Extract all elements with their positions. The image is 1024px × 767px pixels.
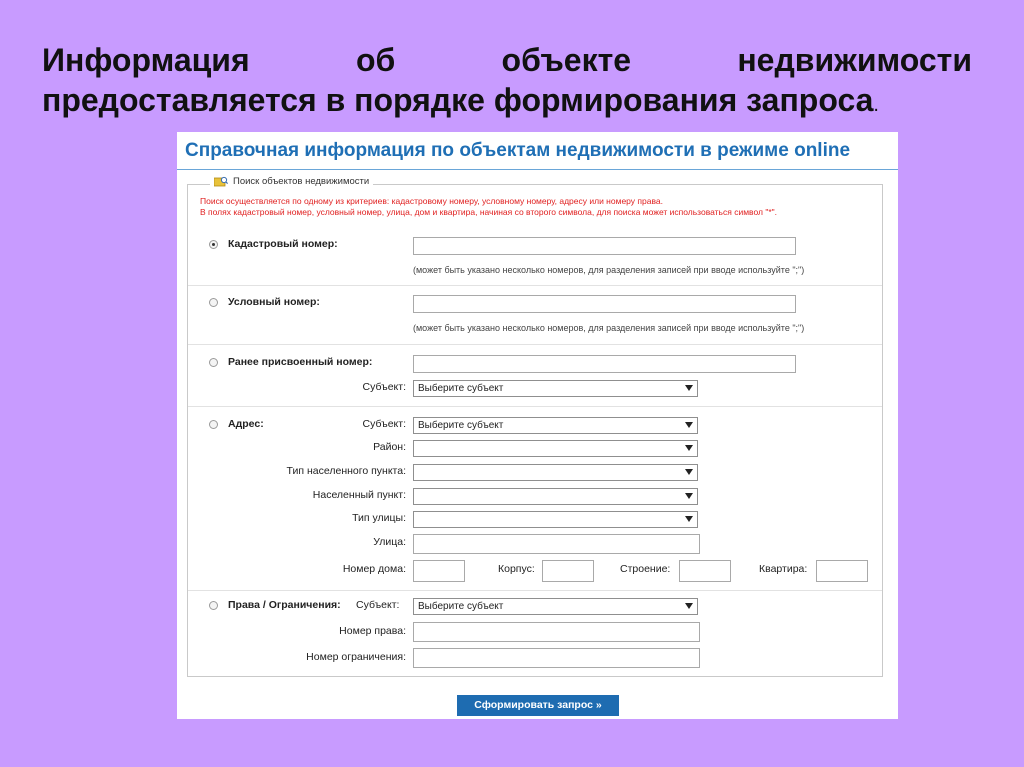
cadastral-number-input[interactable]: [413, 237, 796, 255]
apartment-label: Квартира:: [759, 563, 808, 575]
title-word: объекте: [501, 42, 632, 78]
restriction-number-label: Номер ограничения:: [306, 651, 406, 663]
slide-title: [42, 40, 972, 125]
slide-title-line1: [42, 40, 972, 80]
cadastral-label: Кадастровый номер:: [228, 238, 338, 250]
previous-subject-select[interactable]: [413, 380, 698, 397]
settlement-type-label: Тип населенного пункта:: [286, 465, 406, 477]
conditional-number-input[interactable]: [413, 295, 796, 313]
restriction-number-input[interactable]: [413, 648, 700, 668]
address-label: Адрес:: [228, 418, 264, 430]
select-value: Выберите субъект: [418, 383, 504, 394]
address-subject-label: Субъект:: [362, 418, 406, 430]
rights-subject-select[interactable]: [413, 598, 698, 615]
apartment-input[interactable]: [816, 560, 868, 582]
street-input[interactable]: [413, 534, 700, 554]
divider: [188, 590, 882, 591]
previous-number-label: Ранее присвоенный номер:: [228, 356, 373, 368]
structure-label: Строение:: [620, 563, 671, 575]
settlement-type-select[interactable]: [413, 464, 698, 481]
settlement-label: Населенный пункт:: [312, 489, 406, 501]
right-number-input[interactable]: [413, 622, 700, 642]
street-type-select[interactable]: [413, 511, 698, 528]
title-dot: .: [873, 94, 879, 116]
chevron-down-icon: [685, 493, 693, 499]
building-input[interactable]: [542, 560, 594, 582]
slide-title-line2: [42, 80, 972, 125]
cadastral-hint: (может быть указано несколько номеров, для разделения записей при вводе используйте ";"): [413, 265, 805, 275]
folder-search-icon: [214, 176, 228, 187]
district-select[interactable]: [413, 440, 698, 457]
building-label: Корпус:: [498, 563, 535, 575]
address-radio[interactable]: [209, 420, 218, 429]
divider: [188, 285, 882, 286]
previous-number-radio[interactable]: [209, 358, 218, 367]
chevron-down-icon: [685, 422, 693, 428]
rights-label: Права / Ограничения:: [228, 599, 341, 611]
header-divider: [177, 169, 898, 170]
right-number-label: Номер права:: [339, 625, 406, 637]
title-word: Информация: [42, 42, 250, 78]
street-label: Улица:: [373, 536, 406, 548]
previous-subject-label: Субъект:: [362, 381, 406, 393]
chevron-down-icon: [685, 385, 693, 391]
title-line2-text: предоставляется в порядке формирования запроса: [42, 82, 874, 118]
district-label: Район:: [373, 441, 406, 453]
house-number-input[interactable]: [413, 560, 465, 582]
settlement-select[interactable]: [413, 488, 698, 505]
divider: [188, 344, 882, 345]
cadastral-radio[interactable]: [209, 240, 218, 249]
address-subject-select[interactable]: [413, 417, 698, 434]
chevron-down-icon: [685, 469, 693, 475]
title-word: об: [355, 42, 396, 78]
previous-number-input[interactable]: [413, 355, 796, 373]
structure-input[interactable]: [679, 560, 731, 582]
chevron-down-icon: [685, 516, 693, 522]
search-note-1: Поиск осуществляется по одному из критериев: кадастровому номеру, условному номеру, адресу или номеру права.: [200, 196, 663, 206]
divider: [188, 406, 882, 407]
house-number-label: Номер дома:: [342, 563, 406, 575]
conditional-label: Условный номер:: [228, 296, 320, 308]
select-value: Выберите субъект: [418, 420, 504, 431]
fieldset-legend: [210, 176, 373, 187]
search-note-2: В полях кадастровый номер, условный номер, улица, дом и квартира, начиная со второго символа, для поиска может использоваться символ "*".: [200, 207, 778, 217]
screenshot-panel: [177, 132, 898, 719]
street-type-label: Тип улицы:: [352, 512, 406, 524]
chevron-down-icon: [685, 445, 693, 451]
conditional-hint: (может быть указано несколько номеров, для разделения записей при вводе используйте ";"): [413, 323, 805, 333]
submit-request-button[interactable]: Сформировать запрос »: [457, 695, 619, 716]
search-fieldset: [187, 176, 883, 677]
rights-subject-label: Субъект:: [356, 599, 400, 611]
page-header-title: Справочная информация по объектам недвижимости в режиме online: [185, 140, 851, 161]
chevron-down-icon: [685, 603, 693, 609]
title-word: недвижимости: [737, 42, 972, 78]
legend-label: Поиск объектов недвижимости: [233, 176, 370, 187]
conditional-radio[interactable]: [209, 298, 218, 307]
rights-radio[interactable]: [209, 601, 218, 610]
select-value: Выберите субъект: [418, 601, 504, 612]
